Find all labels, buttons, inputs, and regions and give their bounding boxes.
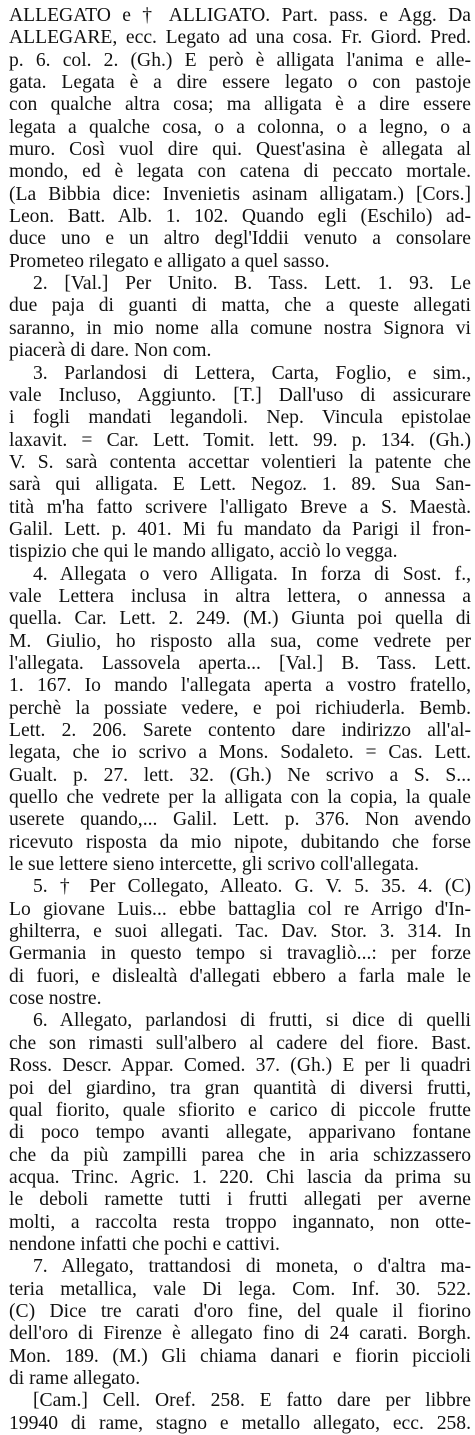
text-line: 6. Allegato, parlandosi di frutti, si dice di quelli	[33, 1010, 471, 1032]
text-line: sarà qui alligata. E Lett. Negoz. 1. 89. Sua San-	[9, 474, 471, 496]
text-line: mondo, ed è legata con catena di peccato mortale.	[9, 161, 471, 183]
text-line: i fogli mandati legandoli. Nep. Vincula epistolae	[9, 407, 471, 429]
text-line: [Cam.] Cell. Oref. 258. E fatto dare per libbre	[33, 1390, 471, 1412]
text-line: (C) Dice tre carati d'oro fine, del quale il fiorino	[9, 1300, 471, 1322]
dictionary-entry-allegato	[9, 5, 471, 1435]
text-line: quella. Car. Lett. 2. 249. (M.) Giunta poi quella di	[9, 608, 471, 630]
text-line: di poco tempo avanti allegate, apparivano fontane	[9, 1122, 471, 1144]
text-line: muro. Così vuol dire qui. Quest'asina è allegata al	[9, 139, 471, 161]
text-line: vale Incluso, Aggiunto. [T.] Dall'uso di assicurare	[9, 384, 471, 406]
text-line: le sue lettere sieno intercette, gli scrivo coll'allegata.	[9, 854, 419, 876]
text-line: 4. Allegata o vero Alligata. In forza di Sost. f.,	[33, 563, 471, 585]
text-line: piacerà di dare. Non com.	[9, 340, 212, 362]
text-line: che son rimasti sull'albero al cadere del fiore. Bast.	[9, 1032, 471, 1054]
text-line: p. 6. col. 2. (Gh.) E però è alligata l'anima e alle-	[9, 49, 471, 71]
text-line: ricevuto risposta da mio nipote, dubitando che forse	[9, 831, 471, 853]
text-line: duce uno e un altro degl'Iddii venuto a consolare	[9, 228, 471, 250]
text-line: Lo giovane Luis... ebbe battaglia col re Arrigo d'In-	[9, 898, 471, 920]
text-line: 1. 167. Io mando l'allegata aperta a vostro fratello,	[9, 675, 471, 697]
text-line: di rame allegato.	[9, 1367, 141, 1389]
text-line: Ross. Descr. Appar. Comed. 37. (Gh.) E per li quadri	[9, 1055, 471, 1077]
text-line: due paja di guanti di matta, che a queste allegati	[9, 295, 471, 317]
text-line: 7. Allegato, trattandosi di moneta, o d'altra ma-	[33, 1256, 471, 1278]
text-line: (La Bibbia dice: Invenietis asinam alligatam.) [Cors.]	[9, 183, 471, 205]
text-line: legata, che io scrivo a Mons. Sodaleto. = Cas. Lett.	[9, 742, 471, 764]
text-line: qual fiorito, quale sfiorito e carico di piccole frutte	[9, 1099, 471, 1121]
text-line: 2. [Val.] Per Unito. B. Tass. Lett. 1. 93. Le	[33, 273, 471, 295]
text-line: perchè la possiate vedere, e poi richiuderla. Bemb.	[9, 697, 471, 719]
text-line: le deboli ramette tutti i frutti allegati per averne	[9, 1189, 471, 1211]
text-line: 19940 di rame, stagno e metallo allegato, ecc. 258.	[9, 1412, 471, 1434]
text-line: teria metallica, vale Di lega. Com. Inf. 30. 522.	[9, 1278, 471, 1300]
text-line: Gualt. p. 27. lett. 32. (Gh.) Ne scrivo a S. S...	[9, 764, 471, 786]
text-line: Lett. 2. 206. Sarete contento dare indirizzo all'al-	[9, 720, 471, 741]
text-line: che da più zampilli parea che in aria schizzassero	[9, 1144, 471, 1166]
text-line: con qualche altra cosa; ma alligata è a dire essere	[9, 94, 471, 116]
text-line: tispizio che qui le mando alligato, acciò lo vegga.	[9, 541, 398, 563]
text-line: l'allegata. Lassovela aperta... [Val.] B. Tass. Lett.	[9, 652, 471, 674]
text-line: Galil. Lett. p. 401. Mi fu mandato da Parigi il fron-	[9, 518, 471, 540]
text-line: vale Lettera inclusa in altra lettera, o annessa a	[9, 585, 471, 607]
text-line: saranno, in mio nome alla comune nostra Signora vi	[9, 317, 471, 339]
text-line: ghilterra, e suoi allegati. Tac. Dav. Stor. 3. 314. In	[9, 921, 471, 943]
text-line: Prometeo rilegato e alligato a quel sasso.	[9, 250, 330, 272]
text-line: acqua. Trinc. Agric. 1. 220. Chi lascia da prima su	[9, 1166, 471, 1188]
text-line: laxavit. = Car. Lett. Tomit. lett. 99. p. 134. (Gh.)	[9, 429, 471, 451]
text-line: tità m'ha fatto scrivere l'alligato Breve a S. Maestà.	[9, 496, 471, 518]
text-line: quello che vedrete per la alligata con la copia, la quale	[9, 787, 471, 809]
text-line: legata a qualche cosa, o a colonna, o a legno, o a	[9, 116, 471, 138]
text-line: 3. Parlandosi di Lettera, Carta, Foglio, e sim.,	[33, 362, 471, 384]
text-line: cose nostre.	[9, 988, 102, 1010]
text-line: 5. † Per Collegato, Alleato. G. V. 5. 35. 4. (C)	[33, 876, 471, 898]
text-line: V. S. sarà contenta accettar volentieri la patente che	[9, 451, 471, 473]
text-line: dell'oro di Firenze è allegato fino di 24 carati. Borgh.	[9, 1323, 471, 1345]
text-line: userete quando,... Galil. Lett. p. 376. Non avendo	[9, 809, 471, 831]
text-line: nendone infatti che pochi e cattivi.	[9, 1233, 280, 1255]
text-line: gata. Legata è a dire essere legato o con pastoje	[9, 72, 471, 94]
text-line: M. Giulio, ho risposto alla sua, come vedrete per	[9, 630, 471, 652]
text-line: Leon. Batt. Alb. 1. 102. Quando egli (Eschilo) ad-	[9, 206, 471, 228]
text-line: ALLEGATO e † ALLIGATO. Part. pass. e Agg. Da	[9, 5, 471, 26]
text-line: poi del giardino, tra gran quantità di diversi frutti,	[9, 1077, 471, 1099]
text-line: di fuori, e dislealtà d'allegati ebbero a farla male le	[9, 965, 471, 987]
text-line: molti, a raccolta resta troppo ingannato, non otte-	[9, 1211, 471, 1233]
text-line: Germania in questo tempo si travagliò...: per forze	[9, 943, 471, 965]
text-line: ALLEGARE, ecc. Legato ad una cosa. Fr. Giord. Pred.	[9, 27, 471, 49]
text-line: Mon. 189. (M.) Gli chiama danari e fiorin piccioli	[9, 1345, 471, 1367]
